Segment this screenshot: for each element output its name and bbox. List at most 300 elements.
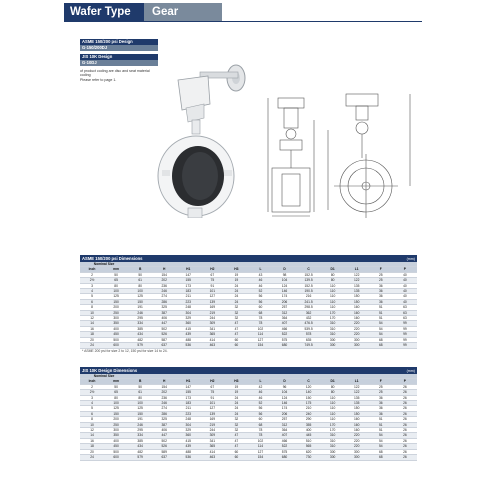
- table-cell: 3: [80, 283, 104, 288]
- table-cell: 385: [128, 326, 152, 331]
- table-cell: 110: [321, 417, 345, 422]
- table-cell: 175: [297, 401, 321, 406]
- table-cell: 248: [176, 417, 200, 422]
- asme-table-grid: [80, 262, 417, 349]
- table-cell: 364: [273, 428, 297, 433]
- table-cell: 220: [345, 321, 369, 326]
- table-cell: 298.5: [297, 305, 321, 310]
- table-cell: 600: [104, 343, 128, 348]
- table-cell: 174: [273, 294, 297, 299]
- table-cell: 26: [393, 406, 417, 411]
- table-cell: 300: [345, 455, 369, 460]
- table-cell: 447: [152, 321, 176, 326]
- table-cell: 80: [128, 395, 152, 400]
- table-cell: 447: [152, 433, 176, 438]
- table-cell: 3: [80, 395, 104, 400]
- table-cell: 25: [369, 272, 393, 277]
- table-cell: 174: [273, 406, 297, 411]
- table-cell: 502: [152, 326, 176, 331]
- table-cell: 522: [273, 444, 297, 449]
- table-cell: 46: [248, 283, 272, 288]
- table-cell: 248: [176, 305, 200, 310]
- table-cell: 220: [345, 438, 369, 443]
- table-cell: 295: [128, 428, 152, 433]
- table-cell: 522: [273, 332, 297, 337]
- table-cell: 14: [80, 321, 104, 326]
- asme-table-title-bar: [80, 255, 417, 262]
- table-cell: 350: [104, 321, 128, 326]
- table-cell: 50: [128, 384, 152, 389]
- table-cell: 500: [104, 337, 128, 342]
- table-cell: 191: [128, 417, 152, 422]
- table-cell: 300: [104, 316, 128, 321]
- table-cell: 364: [273, 316, 297, 321]
- table-cell: 26: [393, 390, 417, 395]
- table-cell: 407: [273, 433, 297, 438]
- table-cell: 400: [297, 428, 321, 433]
- table-cell: 150: [104, 299, 128, 304]
- table-cell: 387: [152, 422, 176, 427]
- table-cell: 244: [200, 316, 224, 321]
- table-cell: 122: [345, 278, 369, 283]
- table-cell: 169: [200, 305, 224, 310]
- table-cell: 536: [176, 343, 200, 348]
- table-cell: 104: [273, 278, 297, 283]
- table-cell: 160: [345, 310, 369, 315]
- table-cell: 8: [80, 305, 104, 310]
- table-cell: 445: [297, 433, 321, 438]
- table-cell: 526: [152, 332, 176, 337]
- table-cell: 40: [393, 272, 417, 277]
- table-cell: 51: [369, 316, 393, 321]
- column-header: mm: [104, 379, 128, 384]
- table-cell: 154: [152, 272, 176, 277]
- table-cell: 125: [104, 406, 128, 411]
- page-header: [64, 3, 222, 36]
- table-cell: 385: [128, 438, 152, 443]
- table-cell: 80: [321, 384, 345, 389]
- table-cell: 274: [152, 294, 176, 299]
- table-cell: 40: [393, 299, 417, 304]
- table-cell: 2: [80, 272, 104, 277]
- table-cell: 54: [369, 321, 393, 326]
- table-cell: 150: [345, 294, 369, 299]
- column-header: H: [152, 267, 176, 272]
- table-cell: 80: [104, 283, 128, 288]
- table-cell: 63: [393, 310, 417, 315]
- table-cell: 16: [80, 326, 104, 331]
- table-cell: 300: [104, 428, 128, 433]
- table-cell: 211: [176, 406, 200, 411]
- coding-note-text: of product coding are disc and seat material coding: [80, 69, 150, 78]
- column-header: C: [297, 379, 321, 384]
- table-cell: 102: [248, 438, 272, 443]
- table-cell: 309: [200, 321, 224, 326]
- table-cell: 170: [321, 310, 345, 315]
- table-cell: 36: [369, 294, 393, 299]
- table-cell: 80: [321, 278, 345, 283]
- table-cell: 432: [297, 316, 321, 321]
- table-cell: 488: [176, 449, 200, 454]
- table-cell: 24: [224, 411, 248, 416]
- table-cell: 54: [369, 433, 393, 438]
- table-cell: 250: [104, 422, 128, 427]
- table-cell: 47: [224, 321, 248, 326]
- table-cell: 78: [248, 321, 272, 326]
- table-cell: 63: [393, 305, 417, 310]
- table-cell: 36: [369, 401, 393, 406]
- table-cell: 147: [176, 272, 200, 277]
- table-cell: 406: [152, 316, 176, 321]
- table-cell: 80: [321, 272, 345, 277]
- table-cell: 25: [369, 390, 393, 395]
- table-cell: 56: [248, 406, 272, 411]
- table-cell: 637: [152, 343, 176, 348]
- table-cell: 68: [369, 455, 393, 460]
- table-cell: 122: [345, 384, 369, 389]
- table-cell: 114: [248, 444, 272, 449]
- table-cell: 341: [200, 326, 224, 331]
- table-cell: 150: [345, 299, 369, 304]
- table-cell: 434: [128, 332, 152, 337]
- table-cell: 482: [128, 337, 152, 342]
- table-cell: 6: [80, 299, 104, 304]
- table-cell: 50: [104, 272, 128, 277]
- table-cell: 587: [152, 337, 176, 342]
- table-cell: 355: [297, 422, 321, 427]
- table-cell: 154: [248, 455, 272, 460]
- table-cell: 60: [224, 455, 248, 460]
- table-cell: 300: [321, 343, 345, 348]
- jis-table-title: JIS 10K Design Dimensions: [82, 368, 138, 373]
- table-cell: 206: [273, 411, 297, 416]
- table-cell: 539.5: [297, 326, 321, 331]
- table-cell: 47: [224, 438, 248, 443]
- table-cell: 6: [80, 411, 104, 416]
- table-cell: 360: [176, 321, 200, 326]
- table-cell: 300: [345, 449, 369, 454]
- jis-size-group-header: Nominal Size: [80, 374, 128, 379]
- table-cell: 450: [104, 444, 128, 449]
- table-cell: 51: [369, 417, 393, 422]
- table-cell: 600: [104, 455, 128, 460]
- table-cell: 415: [176, 326, 200, 331]
- table-cell: 40: [393, 289, 417, 294]
- table-cell: 10: [80, 422, 104, 427]
- table-cell: 637: [152, 455, 176, 460]
- table-row: [80, 455, 417, 460]
- table-cell: 54: [369, 332, 393, 337]
- column-header: C: [297, 267, 321, 272]
- table-cell: 290: [297, 417, 321, 422]
- table-cell: 463: [200, 343, 224, 348]
- table-cell: 5: [80, 406, 104, 411]
- table-cell: 160: [345, 316, 369, 321]
- table-cell: 68: [248, 422, 272, 427]
- table-cell: 309: [200, 433, 224, 438]
- table-cell: 241.5: [297, 299, 321, 304]
- column-header: H3: [224, 267, 248, 272]
- table-cell: 334: [128, 433, 152, 438]
- table-cell: 60: [224, 449, 248, 454]
- table-cell: 47: [224, 332, 248, 337]
- column-header: H1: [176, 267, 200, 272]
- table-cell: 52: [248, 289, 272, 294]
- table-cell: 2½: [80, 390, 104, 395]
- table-cell: 127: [200, 294, 224, 299]
- design-legend: [80, 39, 158, 82]
- table-cell: 46: [248, 390, 272, 395]
- table-cell: 170: [321, 428, 345, 433]
- table-cell: 536: [176, 455, 200, 460]
- table-cell: 101: [200, 289, 224, 294]
- table-cell: 47: [224, 433, 248, 438]
- dimension-drawing: [262, 90, 424, 220]
- table-cell: 32: [224, 316, 248, 321]
- table-cell: 54: [369, 444, 393, 449]
- jis-table-unit: (mm): [406, 368, 415, 373]
- table-cell: 24: [224, 294, 248, 299]
- table-cell: 575: [273, 337, 297, 342]
- table-cell: 360: [176, 433, 200, 438]
- table-cell: 300: [321, 455, 345, 460]
- asme-dimensions-table: [80, 255, 417, 354]
- table-cell: 223: [176, 411, 200, 416]
- table-cell: 50: [104, 384, 128, 389]
- table-cell: 18: [80, 444, 104, 449]
- asme-table-body: [80, 272, 417, 348]
- table-cell: 620: [297, 449, 321, 454]
- table-cell: 220: [345, 433, 369, 438]
- table-cell: 749.5: [297, 343, 321, 348]
- table-cell: 78: [248, 316, 272, 321]
- table-cell: 100: [104, 289, 128, 294]
- table-cell: 300: [321, 337, 345, 342]
- table-cell: 61: [128, 390, 152, 395]
- table-cell: 51: [369, 428, 393, 433]
- table-cell: 26: [393, 444, 417, 449]
- table-cell: 36: [369, 299, 393, 304]
- table-cell: 32: [224, 428, 248, 433]
- table-cell: 12: [80, 316, 104, 321]
- table-cell: 24: [224, 406, 248, 411]
- asme-table-unit: (mm): [406, 256, 415, 261]
- table-cell: 54: [369, 438, 393, 443]
- table-cell: 240: [297, 411, 321, 416]
- table-cell: 286: [152, 411, 176, 416]
- table-cell: 140: [297, 390, 321, 395]
- column-header: inch: [80, 267, 104, 272]
- table-cell: 26: [393, 455, 417, 460]
- table-cell: 43: [248, 272, 272, 277]
- table-cell: 257: [273, 417, 297, 422]
- table-cell: 4: [80, 401, 104, 406]
- table-cell: 329: [176, 316, 200, 321]
- table-cell: 450: [104, 332, 128, 337]
- table-cell: 169: [200, 417, 224, 422]
- table-cell: 257: [273, 305, 297, 310]
- table-cell: 312: [273, 422, 297, 427]
- table-cell: 26: [393, 395, 417, 400]
- table-cell: 19: [224, 384, 248, 389]
- table-cell: 139: [200, 299, 224, 304]
- column-header: D: [273, 379, 297, 384]
- table-cell: 155: [176, 278, 200, 283]
- table-cell: 26: [393, 433, 417, 438]
- table-cell: 526: [152, 444, 176, 449]
- table-cell: 150: [128, 299, 152, 304]
- table-cell: 65: [104, 278, 128, 283]
- table-cell: 36: [369, 395, 393, 400]
- table-cell: 210: [297, 406, 321, 411]
- table-cell: 67: [200, 384, 224, 389]
- table-cell: 54: [369, 326, 393, 331]
- table-cell: 5: [80, 294, 104, 299]
- table-cell: 25: [369, 278, 393, 283]
- table-cell: 236: [152, 283, 176, 288]
- table-cell: 98: [273, 272, 297, 277]
- table-cell: 80: [128, 283, 152, 288]
- column-header: L1: [345, 267, 369, 272]
- table-cell: 434: [128, 444, 152, 449]
- asme-design-label: ASME 150/200 psi Design: [80, 39, 158, 45]
- table-cell: 46: [248, 395, 272, 400]
- table-cell: 236: [152, 395, 176, 400]
- column-header: B: [128, 379, 152, 384]
- table-cell: 102: [248, 326, 272, 331]
- table-cell: 246: [152, 401, 176, 406]
- table-cell: 246: [128, 310, 152, 315]
- table-cell: 206: [273, 299, 297, 304]
- column-header: H2: [200, 379, 224, 384]
- table-cell: 124: [273, 283, 297, 288]
- table-cell: 2½: [80, 278, 104, 283]
- asme-size-group-header: Nominal Size: [80, 262, 128, 267]
- table-cell: 36: [369, 411, 393, 416]
- table-cell: 310: [321, 321, 345, 326]
- table-cell: 110: [321, 299, 345, 304]
- table-cell: 26: [393, 417, 417, 422]
- table-cell: 100: [104, 401, 128, 406]
- table-cell: 24: [224, 299, 248, 304]
- table-cell: 114: [248, 332, 272, 337]
- table-cell: 65: [104, 390, 128, 395]
- table-cell: 150: [104, 411, 128, 416]
- table-cell: 61: [128, 278, 152, 283]
- table-cell: 51: [369, 305, 393, 310]
- table-cell: 147: [176, 384, 200, 389]
- table-cell: 310: [321, 438, 345, 443]
- table-cell: 310: [321, 326, 345, 331]
- column-header: D1: [321, 267, 345, 272]
- table-cell: 56: [248, 294, 272, 299]
- table-cell: 202: [152, 278, 176, 283]
- table-cell: 219: [200, 422, 224, 427]
- table-cell: 75: [200, 278, 224, 283]
- table-cell: 47: [224, 444, 248, 449]
- table-cell: 135: [345, 283, 369, 288]
- table-cell: 100: [128, 401, 152, 406]
- table-cell: 68: [369, 337, 393, 342]
- table-cell: 96: [273, 384, 297, 389]
- table-cell: 14: [80, 433, 104, 438]
- table-cell: 219: [200, 310, 224, 315]
- table-cell: 110: [321, 305, 345, 310]
- table-cell: 75: [200, 390, 224, 395]
- table-cell: 304: [176, 310, 200, 315]
- table-cell: 365: [200, 332, 224, 337]
- table-cell: 122: [345, 390, 369, 395]
- asme-model-code: G-150/200DJ: [80, 45, 158, 51]
- table-cell: 24: [224, 401, 248, 406]
- table-cell: 310: [321, 444, 345, 449]
- table-cell: 439: [176, 332, 200, 337]
- table-cell: 154: [248, 343, 272, 348]
- table-cell: 51: [369, 422, 393, 427]
- table-cell: 135: [345, 401, 369, 406]
- table-cell: 99: [393, 337, 417, 342]
- table-cell: 300: [345, 337, 369, 342]
- column-header: L: [248, 379, 272, 384]
- table-cell: 110: [321, 406, 345, 411]
- table-cell: 4: [80, 289, 104, 294]
- table-row: [80, 343, 417, 348]
- table-cell: 42: [248, 384, 272, 389]
- table-cell: 125: [104, 294, 128, 299]
- table-cell: 466: [273, 438, 297, 443]
- table-cell: 362: [297, 310, 321, 315]
- column-header: P: [393, 267, 417, 272]
- table-cell: 488: [176, 337, 200, 342]
- table-cell: 190.5: [297, 289, 321, 294]
- table-cell: 216: [297, 294, 321, 299]
- table-cell: 220: [345, 332, 369, 337]
- table-cell: 24: [224, 395, 248, 400]
- table-cell: 170: [321, 316, 345, 321]
- table-cell: 150: [128, 411, 152, 416]
- table-cell: 160: [345, 422, 369, 427]
- table-cell: 325: [152, 305, 176, 310]
- table-cell: 191: [128, 305, 152, 310]
- table-cell: 295: [128, 316, 152, 321]
- table-cell: 51: [369, 310, 393, 315]
- jis-model-code: G-10DJ: [80, 60, 158, 66]
- table-cell: 139: [200, 411, 224, 416]
- table-cell: 67: [200, 272, 224, 277]
- table-cell: 32: [224, 417, 248, 422]
- table-cell: 150: [345, 411, 369, 416]
- jis-dimensions-table: [80, 367, 417, 461]
- table-cell: 325: [152, 417, 176, 422]
- table-cell: 127: [200, 406, 224, 411]
- table-cell: 99: [393, 326, 417, 331]
- table-cell: 329: [176, 428, 200, 433]
- table-cell: 19: [224, 278, 248, 283]
- table-cell: 60: [248, 417, 272, 422]
- table-cell: 47: [224, 326, 248, 331]
- table-cell: 154: [152, 384, 176, 389]
- table-cell: 26: [393, 401, 417, 406]
- table-cell: 26: [393, 384, 417, 389]
- table-cell: 26: [393, 449, 417, 454]
- table-cell: 200: [104, 305, 128, 310]
- table-cell: 146: [273, 401, 297, 406]
- table-cell: 91: [200, 283, 224, 288]
- table-cell: 414: [200, 337, 224, 342]
- table-cell: 160: [345, 305, 369, 310]
- table-cell: 68: [369, 343, 393, 348]
- table-cell: 250: [104, 310, 128, 315]
